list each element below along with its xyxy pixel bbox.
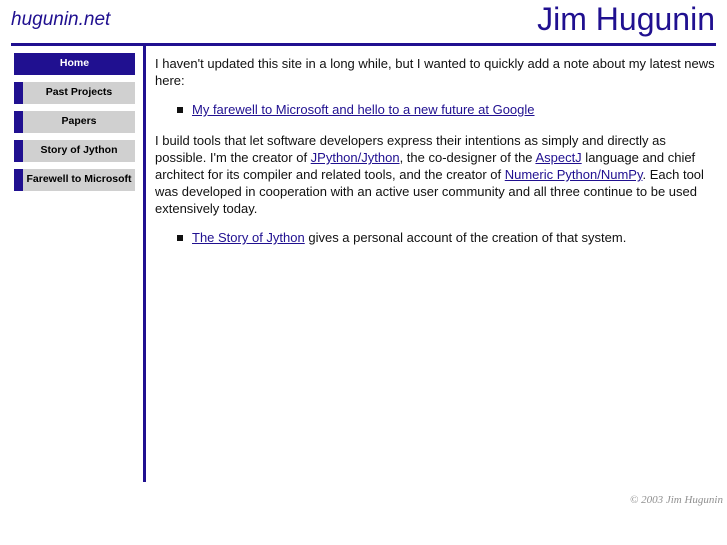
nav-item-home[interactable] [14, 53, 135, 75]
numpy-link[interactable]: Numeric Python/NumPy [504, 167, 643, 182]
aspectj-link[interactable]: AspectJ [535, 150, 582, 165]
nav-marker [14, 169, 23, 191]
story-list-item [155, 229, 715, 246]
farewell-link[interactable]: My farewell to Microsoft and hello to a new future at Google [192, 102, 535, 117]
nav-item-farewell-to-microsoft[interactable] [14, 169, 135, 191]
nav-item-story-of-jython[interactable] [14, 140, 135, 162]
site-name: hugunin.net [11, 9, 111, 30]
nav-item-label: Farewell to Microsoft [26, 173, 132, 185]
nav-marker [14, 140, 23, 162]
nav-item-label: Past Projects [45, 86, 113, 98]
nav-item-papers[interactable] [14, 111, 135, 133]
story-of-jython-link[interactable]: The Story of Jython [192, 230, 305, 245]
about-text-1: I build tools that let software developers express their intentions as simply and directly as possible. I'm the creator of [155, 133, 666, 165]
sidebar-nav [14, 53, 135, 198]
news-list-item [155, 101, 715, 118]
header-divider [11, 43, 716, 46]
about-text-3: language and chief architect for its compiler and related tools, and the creator of [155, 150, 696, 182]
bullet-icon [177, 107, 183, 113]
story-description: gives a personal account of the creation of that system. [304, 230, 627, 245]
nav-item-label: Papers [61, 115, 97, 127]
page-title: Jim Hugunin [537, 1, 715, 37]
intro-paragraph: I haven't updated this site in a long while, but I wanted to quickly add a note about my latest news here: [155, 56, 715, 88]
sidebar-divider [143, 46, 146, 482]
main-content [155, 55, 715, 260]
footer-copyright: © 2003 Jim Hugunin [630, 494, 723, 506]
nav-item-label: Story of Jython [40, 144, 118, 156]
about-text-2: , the co-designer of the [399, 150, 536, 165]
nav-item-label: Home [59, 57, 90, 69]
nav-marker [14, 111, 23, 133]
bullet-icon [177, 235, 183, 241]
jython-link[interactable]: JPython/Jython [310, 150, 400, 165]
nav-item-past-projects[interactable] [14, 82, 135, 104]
about-text-4: . Each tool was developed in cooperation with an active user community and all three continue to be used extensively today. [155, 167, 704, 216]
nav-marker [14, 82, 23, 104]
about-paragraph [155, 132, 715, 217]
